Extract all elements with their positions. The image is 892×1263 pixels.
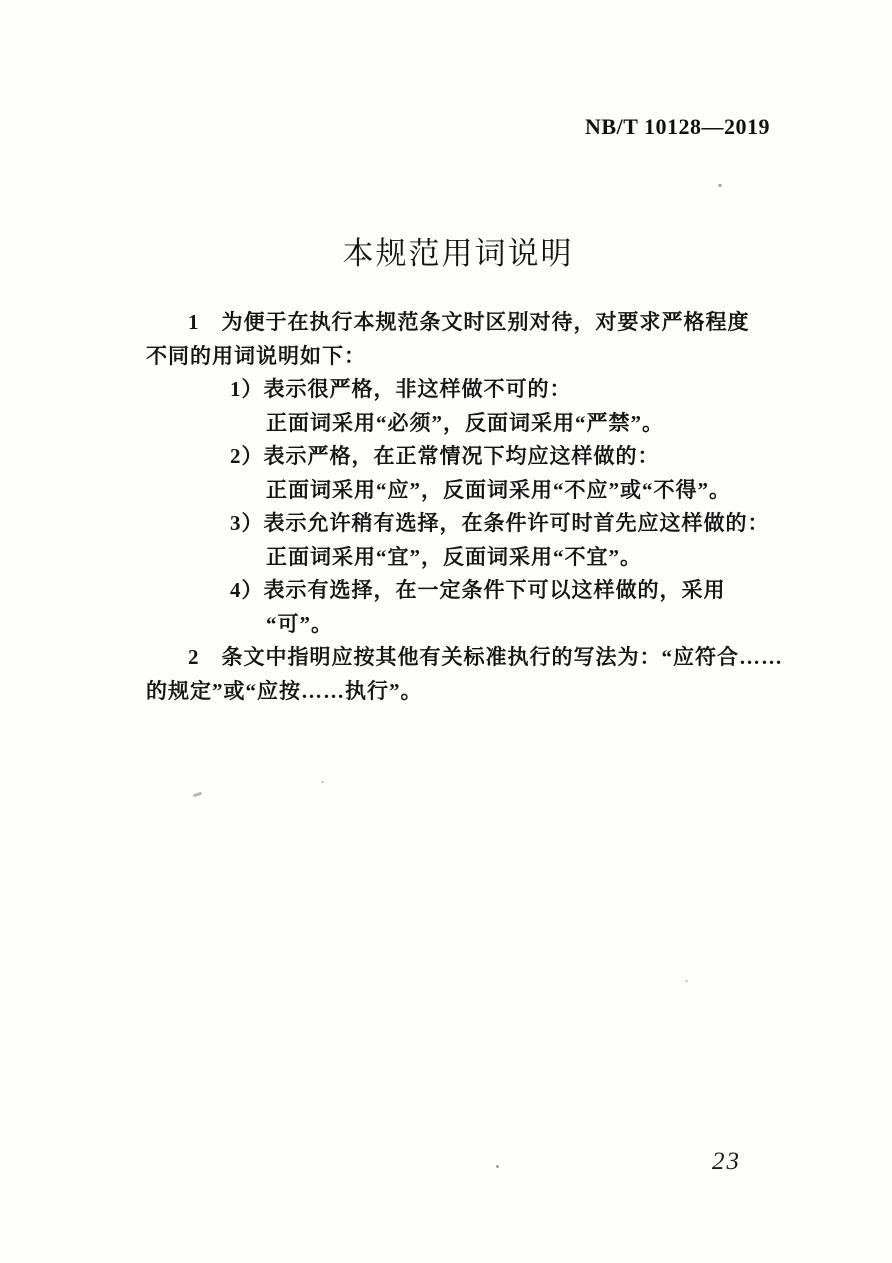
subitem-2-line-1: 2）表示严格，在正常情况下均应这样做的： (230, 444, 660, 468)
scan-speck (718, 184, 722, 187)
subitem-3-line-2: 正面词采用“宜”，反面词采用“不宜”。 (266, 544, 642, 569)
scan-speck (496, 1165, 499, 1168)
subitem-1-line-1: 1）表示很严格，非这样做不可的： (230, 377, 572, 401)
clause-2-line-1: 2 条文中指明应按其他有关标准执行的写法为：“应符合…… (188, 645, 783, 669)
scan-speck (321, 781, 324, 783)
subitem-4-line-1: 4）表示有选择，在一定条件下可以这样做的，采用 (230, 578, 726, 602)
scan-speck (193, 792, 202, 798)
body-text (146, 306, 806, 708)
scan-speck (685, 980, 688, 982)
clause-1-line-1: 1 为便于在执行本规范条文时区别对待，对要求严格程度 (188, 310, 750, 334)
subitem-3-line-1: 3）表示允许稍有选择，在条件许可时首先应这样做的： (230, 511, 770, 535)
clause-2-line-2: 的规定”或“应按……执行”。 (146, 678, 423, 703)
standard-number-header: NB/T 10128—2019 (585, 114, 770, 139)
page-title: 本规范用词说明 (342, 236, 574, 271)
subitem-4-line-2: “可”。 (266, 611, 333, 636)
page-number: 23 (712, 1148, 741, 1175)
subitem-1-line-2: 正面词采用“必须”，反面词采用“严禁”。 (266, 410, 664, 435)
clause-1-line-2: 不同的用词说明如下： (146, 343, 366, 368)
subitem-2-line-2: 正面词采用“应”，反面词采用“不应”或“不得”。 (266, 477, 731, 502)
